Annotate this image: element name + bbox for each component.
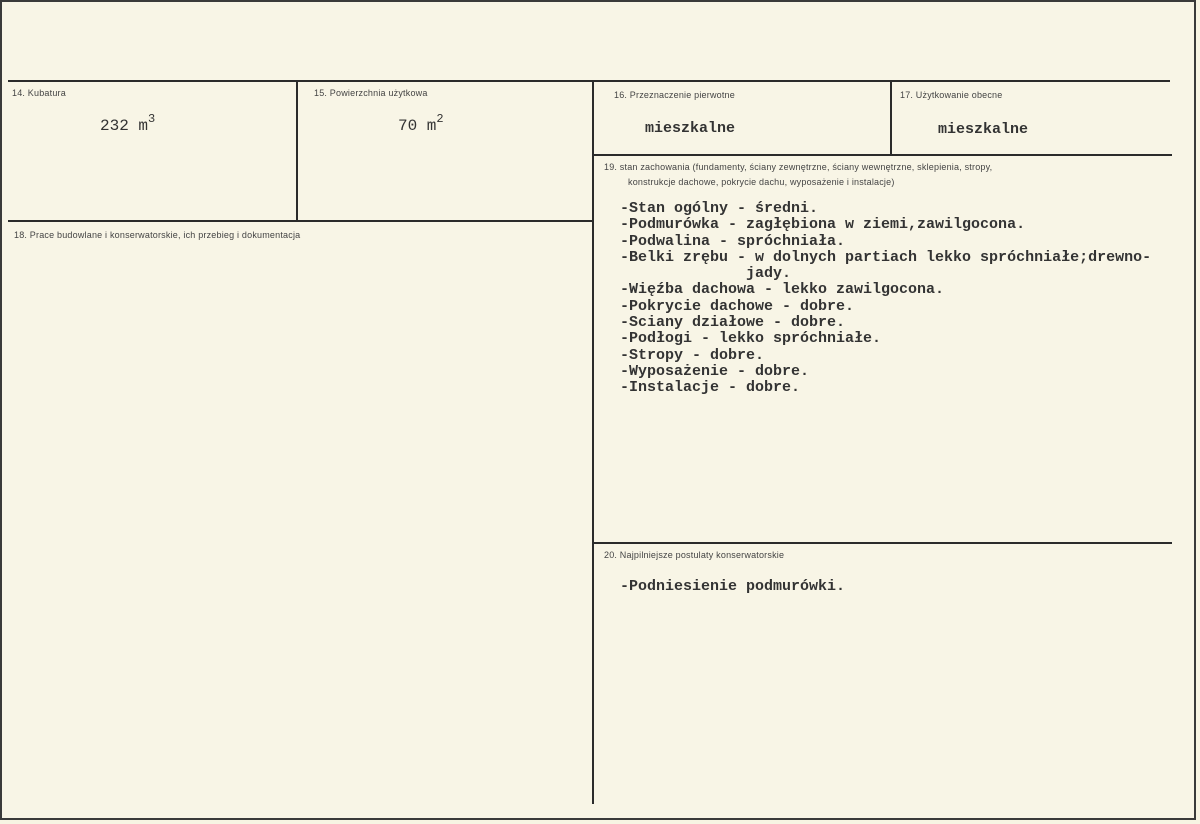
divider-row1-right — [594, 154, 1172, 156]
condition-list — [620, 201, 1151, 397]
field-18-label: 18. Prace budowlane i konserwatorskie, ich przebieg i dokumentacja — [14, 230, 301, 240]
divider-16-17 — [890, 82, 892, 156]
condition-item: -Podmurówka - zagłębiona w ziemi,zawilgocona. — [620, 216, 1026, 234]
condition-item: -Wyposażenie - dobre. — [620, 362, 810, 380]
condition-item: -Sciany działowe - dobre. — [620, 314, 846, 332]
field-16-label: 16. Przeznaczenie pierwotne — [614, 90, 735, 100]
field-19-label-line1: 19. stan zachowania (fundamenty, ściany zewnętrzne, ściany wewnętrzne, sklepienia, stropy, — [604, 162, 993, 172]
condition-item: -Pokrycie dachowe - dobre. — [620, 297, 855, 315]
field-20-value: -Podniesienie podmurówki. — [620, 578, 846, 595]
field-20-label: 20. Najpilniejsze postulaty konserwatorskie — [604, 550, 785, 560]
condition-item: -Stan ogólny - średni. — [620, 200, 819, 217]
field-14-value: 232 $m^3$ — [100, 112, 156, 135]
condition-item: -Więźba dachowa - lekko zawilgocona. — [620, 281, 945, 299]
field-17-value: mieszkalne — [938, 121, 1029, 138]
field-15-value: 70 $m^2$ — [398, 112, 444, 135]
condition-item: -Podłogi - lekko spróchniałe. — [620, 330, 882, 348]
condition-item: -Stropy - dobre. — [620, 346, 765, 364]
top-divider — [8, 80, 1170, 82]
divider-row1-left — [8, 220, 594, 222]
divider-19-20 — [594, 542, 1172, 544]
field-14-label: 14. Kubatura — [12, 88, 66, 98]
condition-item: -Podwalina - spróchniała. — [620, 232, 846, 250]
field-19-label-line2: konstrukcje dachowe, pokrycie dachu, wyposażenie i instalacje) — [628, 177, 895, 187]
condition-item: -Belki zrębu - w dolnych partiach lekko spróchniałe;drewno- — [620, 248, 1152, 266]
field-15-label: 15. Powierzchnia użytkowa — [314, 88, 428, 98]
divider-14-15 — [296, 82, 298, 222]
condition-item: jady. — [620, 265, 792, 283]
divider-left-right — [592, 82, 594, 804]
field-16-value: mieszkalne — [645, 120, 736, 137]
field-17-label: 17. Użytkowanie obecne — [900, 90, 1003, 100]
condition-item: -Instalacje - dobre. — [620, 379, 801, 397]
